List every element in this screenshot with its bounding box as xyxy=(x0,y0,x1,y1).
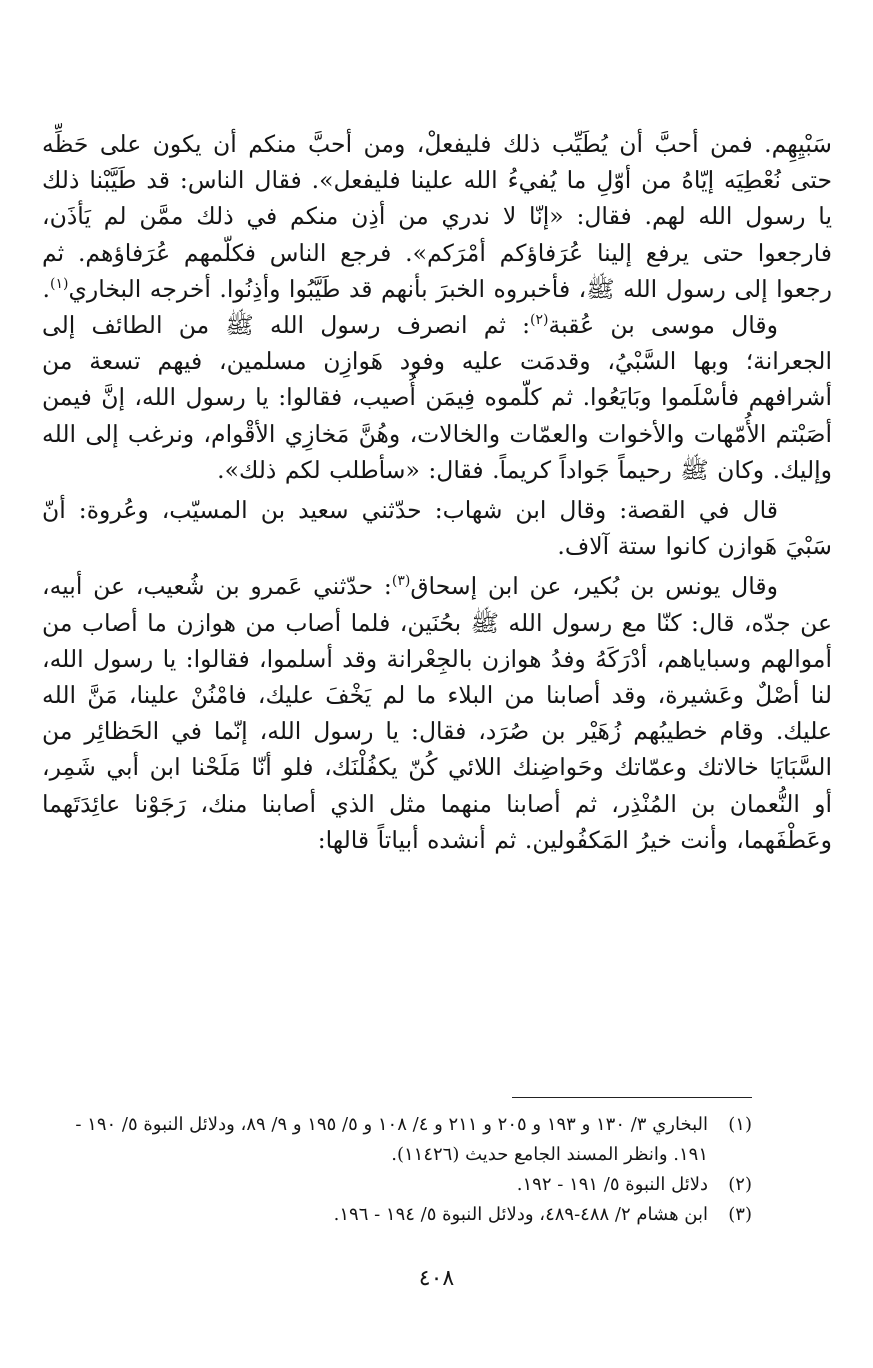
paragraph-2 xyxy=(42,307,832,488)
footnote-3-text: ابن هشام ٢/ ٤٨٨-٤٨٩، ودلائل النبوة ٥/ ١٩٤ - ١٩٦. xyxy=(333,1204,708,1225)
paragraph-4 xyxy=(42,568,832,858)
paragraph-2-text: وقال موسى بن عُقبة xyxy=(548,311,779,340)
footnote-1 xyxy=(40,1110,752,1170)
footnote-1-text: البخاري ٣/ ١٣٠ و ١٩٣ و ٢٠٥ و ٢١١ و ٤/ ١٠٨ و ٥/ ١٩٥ و ٩/ ٨٩، ودلائل النبوة ٥/ ١٩٠ - ١٩١. وانظر المسند الجامع حديث (١١٤٢٦). xyxy=(75,1114,708,1165)
paragraph-2-tail: : ثم انصرف رسول الله ﷺ من الطائف إلى الجعرانة؛ وبها السَّبْيُ، وقدمَت عليه وفود هَوازِن مسلمين، فيهم تسعة من أشرافهم فأسْلَموا وبَايَعُوا. ثم كلّموه فِيمَن أُصيب، فقالوا: يا رسول الله، إنَّ فيمن أصَبْتم الأُمّهات والأخوات والعمّات والخالات، وهُنَّ مَخازِي الأقْوام، ونرغب إلى الله وإليك. وكان ﷺ رحيماً جَواداً كريماً. فقال: «سأطلب لكم ذلك». xyxy=(42,311,832,484)
footnote-separator xyxy=(512,1097,752,1098)
paragraph-3-text: قال في القصة: وقال ابن شهاب: حدّثني سعيد بن المسيّب، وعُروة: أنّ سَبْيَ هَوازن كانوا ستة آلاف. xyxy=(42,496,832,561)
footnote-1-number: (١) xyxy=(728,1114,752,1135)
page-number: ٤٠٨ xyxy=(418,1266,455,1291)
main-text xyxy=(42,126,832,858)
paragraph-1-tail: . xyxy=(42,274,51,303)
paragraph-1-text: سَبْيِهِم. فمن أحبَّ أن يُطَيِّب ذلك فليفعلْ، ومن أحبَّ منكم أن يكون على حَظِّه حتى نُعْطِيَه إيّاهُ من أوّلِ ما يُفيءُ الله علينا فليفعل». فقال الناس: قد طَيَّبْنا ذلك يا رسول الله لهم. فقال: «إنّا لا ندري من أذِن منكم في ذلك ممَّن لم يَأذَن، فارجعوا حتى يرفع إلينا عُرَفاؤكم أمْرَكم». فرجع الناس فكلّمهم عُرَفاؤهم. ثم رجعوا إلى رسول الله ﷺ، فأخبروه الخبرَ بأنهم قد طَيَّبُوا وأذِنُوا. أخرجه البخاري xyxy=(42,130,832,303)
paragraph-3 xyxy=(42,492,832,564)
footnote-2-number: (٢) xyxy=(728,1174,752,1195)
footnotes xyxy=(40,1110,752,1230)
paragraph-4-text: وقال يونس بن بُكير، عن ابن إسحاق xyxy=(410,572,778,601)
footnote-mark-1[interactable]: (١) xyxy=(50,275,69,292)
footnote-2-text: دلائل النبوة ٥/ ١٩١ - ١٩٢. xyxy=(516,1174,708,1195)
paragraph-4-tail: : حدّثني عَمرو بن شُعيب، عن أبيه، عن جدّه، قال: كنّا مع رسول الله ﷺ بحُنَين، فلما أصاب من هوازن ما أصاب من أموالهم وسباياهم، أدْرَكَهُ وفدُ هوازن بالجِعْرانة وقد أسلموا، فقالوا: يا رسول الله، لنا أصْلٌ وعَشيرة، وقد أصابنا من البلاء ما لم يَخْفَ عليك، فامْنُنْ علينا، مَنَّ الله عليك. وقام خطيبُهم زُهَيْر بن صُرَد، فقال: يا رسول الله، إنّما في الحَظائِر من السَّبَايَا خالاتك وعمّاتك وحَواضِنك اللائي كُنّ يكفُلْنَك، فلو أنّا مَلَحْنا ابن أبي شَمِر، أو النُّعمان بن المُنْذِر، ثم أصابنا منهما مثل الذي أصابنا منك، رَجَوْنا عائِدَتَهما وعَطْفَهما، وأنت خيرُ المَكفُولين. ثم أنشده أبياتاً قالها: xyxy=(42,572,832,854)
footnote-2 xyxy=(40,1170,752,1200)
footnote-3 xyxy=(40,1200,752,1230)
footnote-mark-3[interactable]: (٣) xyxy=(391,573,411,590)
paragraph-1 xyxy=(42,126,832,307)
footnote-mark-2[interactable]: (٢) xyxy=(530,312,549,329)
footnote-3-number: (٣) xyxy=(728,1204,752,1225)
